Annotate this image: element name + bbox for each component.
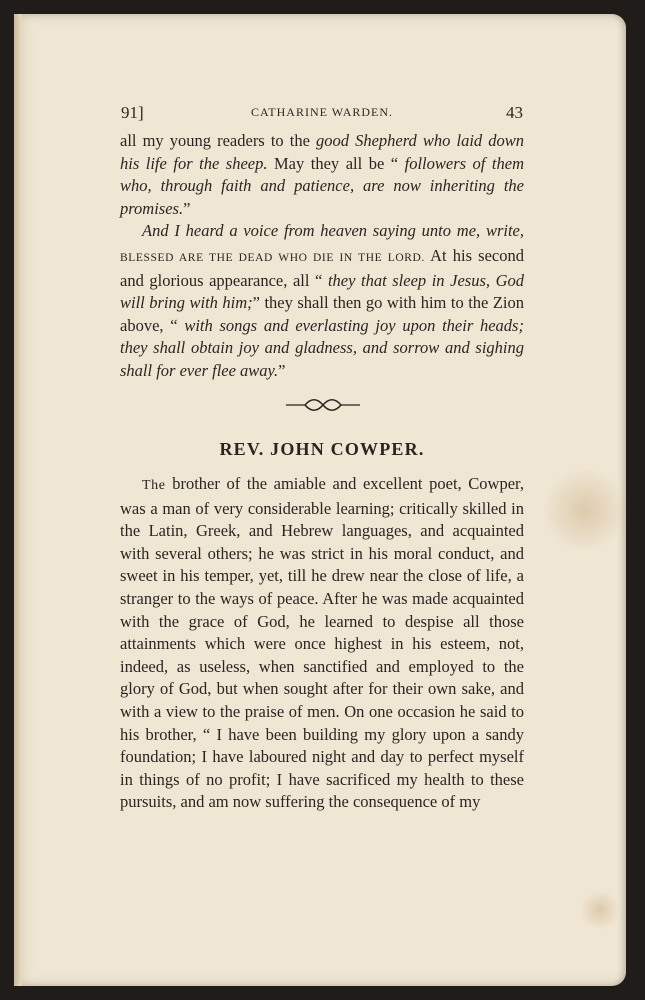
foxing-stain	[580, 890, 620, 930]
paragraph: all my young readers to the good Shepherd who laid down his life for the sheep. May they all be “ followers of them who, through faith and patience, are now inheriting the promises.”	[120, 131, 524, 218]
foxing-stain	[540, 470, 630, 550]
paragraph: The brother of the amiable and excellent poet, Cowper, was a man of very considerable learning; critically skilled in the Latin, Greek, and Hebrew languages, and acquainted with several others; he was strict in his moral conduct, and sweet in his temper, yet, till he drew near the close of life, a stranger to the ways of peace. After he was made acquainted with the grace of God, he learned to despise all those attainments which were once highest in his esteem, not, indeed, as useless, when sanctified and employed to the glory of God, but when sought after for their own sake, and with a view to the praise of men. On one occasion he said to his brother, “ I have been building my glory upon a sandy foundation; I have laboured night and day to perfect myself in things of no profit; I have sacrificed my health to these pursuits, and am now suffering the consequence of my	[120, 474, 524, 812]
signature-mark: 91]	[121, 103, 144, 122]
closing-text	[120, 130, 524, 383]
page-gutter	[14, 14, 22, 986]
ornament-divider-icon	[285, 397, 361, 413]
running-head	[121, 103, 523, 125]
page-number: 43	[506, 103, 523, 122]
paragraph: And I heard a voice from heaven saying unto me, write, BLESSED ARE THE DEAD WHO DIE IN THE LORD. At his second and glorious appearance, all “ they that sleep in Jesus, God will bring with him;” they shall then go with him to the Zion above, “ with songs and everlasting joy upon their heads; they shall obtain joy and gladness, and sorrow and sighing shall for ever flee away.”	[120, 221, 524, 380]
running-title: CATHARINE WARDEN.	[250, 105, 394, 119]
biography-text	[120, 473, 524, 814]
section-heading: REV. JOHN COWPER.	[219, 439, 425, 459]
